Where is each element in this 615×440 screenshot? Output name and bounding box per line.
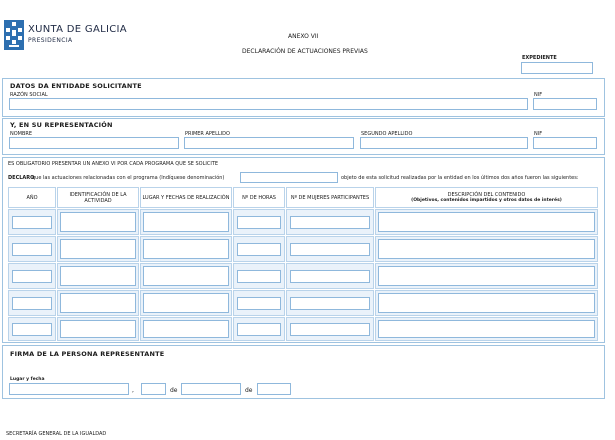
footer-org: SECRETARÍA GENERAL DE LA IGUALDAD <box>6 431 107 437</box>
women-field[interactable] <box>290 216 370 229</box>
table-row <box>8 290 56 316</box>
col-header-description <box>375 187 598 208</box>
description-cell <box>375 263 598 289</box>
declaro-text: que las actuaciones relacionadas con el programa (Indíquese denominación) <box>32 175 225 181</box>
de-separator-1: de <box>170 387 178 394</box>
table-row <box>8 317 56 341</box>
hours-field[interactable] <box>237 243 281 256</box>
comma-separator: , <box>132 387 134 394</box>
day-field[interactable] <box>141 383 166 395</box>
description-field[interactable] <box>378 239 595 259</box>
segundo-apellido-label: SEGUNDO APELLIDO <box>361 131 413 137</box>
month-field[interactable] <box>181 383 241 395</box>
segundo-apellido-field[interactable] <box>360 137 528 149</box>
description-field[interactable] <box>378 266 595 286</box>
place-dates-field[interactable] <box>143 320 229 338</box>
declaro-bold: DECLARO <box>8 175 35 181</box>
table-row <box>8 236 56 262</box>
xunta-emblem-icon <box>4 20 24 50</box>
signature-section-title: FIRMA DE LA PERSONA REPRESENTANTE <box>10 350 165 358</box>
annex-label: ANEXO VII <box>288 33 319 40</box>
rep-nif-field[interactable] <box>533 137 597 149</box>
razon-social-label: RAZÓN SOCIAL <box>10 92 48 98</box>
activity-cell <box>57 290 139 316</box>
place-dates-cell <box>140 317 232 341</box>
nombre-field[interactable] <box>9 137 179 149</box>
document-title: DECLARACIÓN DE ACTUACIONES PREVIAS <box>242 48 368 55</box>
col-header-activity <box>57 187 139 208</box>
representation-section-title: Y, EN SU REPRESENTACIÓN <box>10 121 113 129</box>
activity-cell <box>57 209 139 235</box>
primer-apellido-label: PRIMER APELLIDO <box>185 131 230 137</box>
women-field[interactable] <box>290 323 370 336</box>
activity-field[interactable] <box>60 239 136 259</box>
col-header-place-dates <box>140 187 232 208</box>
nombre-label: NOMBRE <box>10 131 33 137</box>
hours-cell <box>233 290 285 316</box>
activity-field[interactable] <box>60 212 136 232</box>
year-field[interactable] <box>12 216 52 229</box>
place-date-label: Lugar y fecha <box>10 377 45 382</box>
activity-field[interactable] <box>60 320 136 338</box>
women-cell <box>286 209 374 235</box>
women-cell <box>286 236 374 262</box>
rep-nif-label: NIF <box>534 131 543 137</box>
col-header-hours <box>233 187 285 208</box>
hours-cell <box>233 263 285 289</box>
col-header-year-label: AÑO <box>26 194 38 201</box>
women-cell <box>286 317 374 341</box>
activity-field[interactable] <box>60 266 136 286</box>
women-field[interactable] <box>290 243 370 256</box>
hours-field[interactable] <box>237 270 281 283</box>
col-header-women-label: Nº DE MUJERES PARTICIPANTES <box>290 194 370 201</box>
hours-cell <box>233 317 285 341</box>
col-header-description-sub: (Objetivos, contenidos impartidos y otros datos de interés) <box>411 197 562 203</box>
entity-section-title: DATOS DA ENTIDADE SOLICITANTE <box>10 82 142 90</box>
description-field[interactable] <box>378 212 595 232</box>
activity-field[interactable] <box>60 293 136 313</box>
col-header-women <box>286 187 374 208</box>
place-field[interactable] <box>9 383 129 395</box>
expediente-field[interactable] <box>521 62 593 74</box>
hours-field[interactable] <box>237 323 281 336</box>
women-field[interactable] <box>290 270 370 283</box>
declaro-text-after: objeto de esta solicitud realizadas por la entidad en los últimos dos años fueron las siguientes: <box>341 175 579 181</box>
entity-nif-label: NIF <box>534 92 543 98</box>
description-cell <box>375 236 598 262</box>
year-field[interactable] <box>12 270 52 283</box>
description-field[interactable] <box>378 293 595 313</box>
col-header-hours-label: Nº DE HORAS <box>242 194 276 201</box>
entity-nif-field[interactable] <box>533 98 597 110</box>
description-cell <box>375 290 598 316</box>
hours-cell <box>233 209 285 235</box>
primer-apellido-field[interactable] <box>184 137 354 149</box>
description-field[interactable] <box>378 320 595 338</box>
place-dates-field[interactable] <box>143 266 229 286</box>
place-dates-cell <box>140 236 232 262</box>
table-row <box>8 209 56 235</box>
declaration-notice: ES OBLIGATORIO PRESENTAR UN ANEXO VI POR CADA PROGRAMA QUE SE SOLICITE <box>8 161 219 167</box>
xunta-logo <box>4 20 24 50</box>
description-cell <box>375 317 598 341</box>
place-dates-cell <box>140 290 232 316</box>
place-dates-cell <box>140 263 232 289</box>
col-header-year <box>8 187 56 208</box>
women-cell <box>286 263 374 289</box>
place-dates-field[interactable] <box>143 212 229 232</box>
col-header-place-dates-label: LUGAR Y FECHAS DE REALIZACIÓN <box>142 194 230 201</box>
description-cell <box>375 209 598 235</box>
department-name: PRESIDENCIA <box>28 37 73 44</box>
col-header-description-label: DESCRIPCIÓN DEL CONTENIDO <box>447 191 526 198</box>
place-dates-cell <box>140 209 232 235</box>
year-field[interactable] <box>12 323 52 336</box>
razon-social-field[interactable] <box>9 98 528 110</box>
program-name-field[interactable] <box>240 172 338 183</box>
women-cell <box>286 290 374 316</box>
women-field[interactable] <box>290 297 370 310</box>
activity-cell <box>57 263 139 289</box>
hours-cell <box>233 236 285 262</box>
col-header-activity-label: IDENTIFICACIÓN DE LA ACTIVIDAD <box>69 191 127 204</box>
year-field[interactable] <box>12 243 52 256</box>
hours-field[interactable] <box>237 216 281 229</box>
org-name: XUNTA DE GALICIA <box>28 24 127 35</box>
expediente-label: EXPEDIENTE <box>522 55 557 61</box>
year-sign-field[interactable] <box>257 383 291 395</box>
hours-field[interactable] <box>237 297 281 310</box>
place-dates-field[interactable] <box>143 239 229 259</box>
place-dates-field[interactable] <box>143 293 229 313</box>
year-field[interactable] <box>12 297 52 310</box>
activity-cell <box>57 317 139 341</box>
activity-cell <box>57 236 139 262</box>
de-separator-2: de <box>245 387 253 394</box>
table-row <box>8 263 56 289</box>
